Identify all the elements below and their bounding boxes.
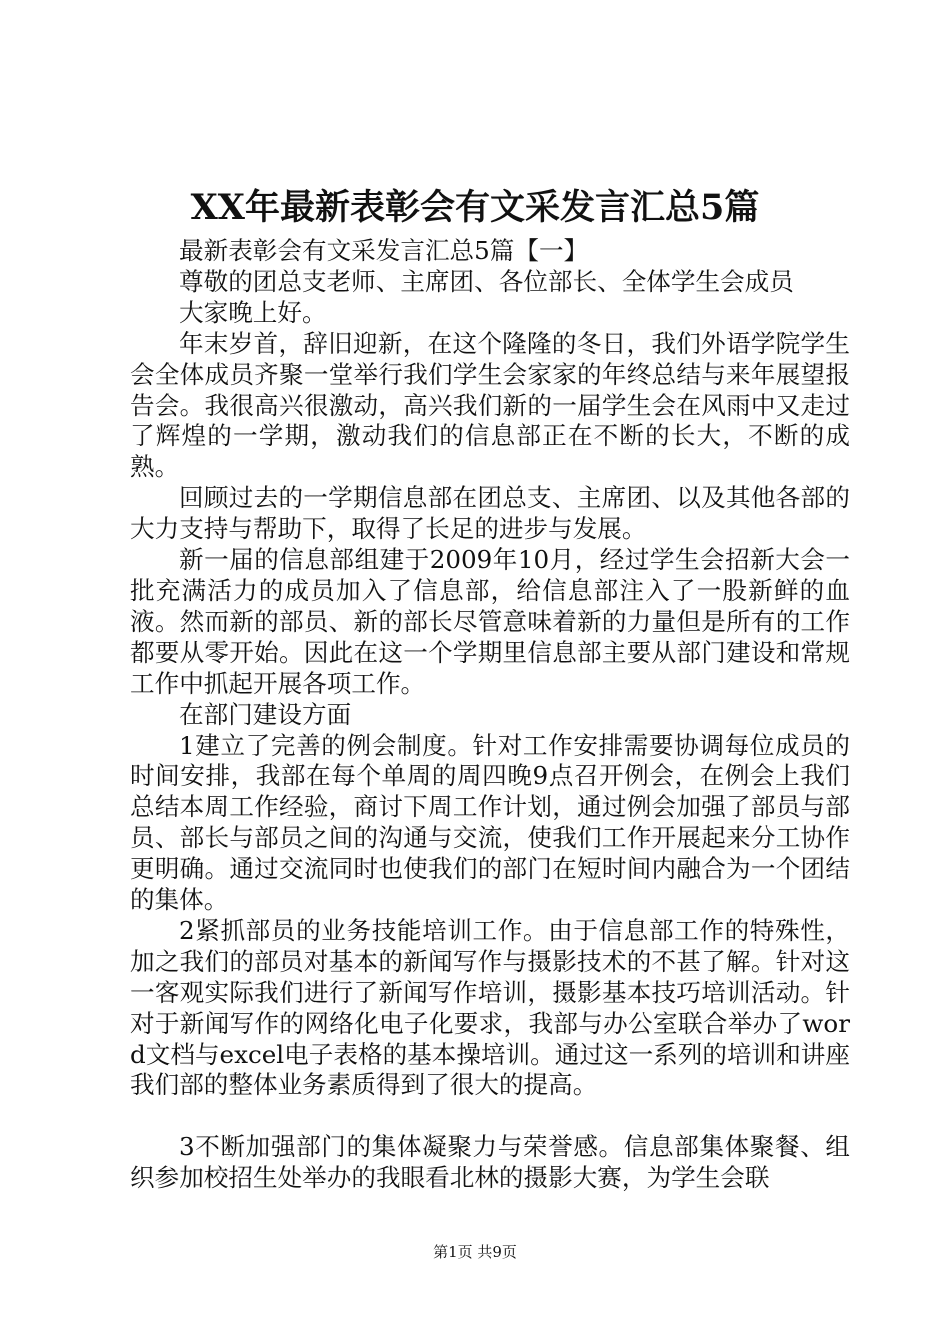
subheading: 在部门建设方面 <box>179 699 352 729</box>
body-paragraph: 3不断加强部门的集体凝聚力与荣誉感。信息部集体聚餐、组织参加校招生处举办的我眼看北林的摄影大赛，为学生会联 <box>130 1132 850 1193</box>
section-heading: 最新表彰会有文采发言汇总5篇【一】 <box>179 236 589 265</box>
salutation: 尊敬的团总支老师、主席团、各位部长、全体学生会成员 <box>179 266 794 296</box>
document-body <box>130 236 850 1194</box>
greeting: 大家晚上好。 <box>179 297 327 327</box>
document-title: XX年最新表彰会有文采发言汇总5篇 <box>190 187 760 228</box>
page-number: 第1页 共9页 <box>433 1243 517 1261</box>
body-paragraph: 年末岁首，辞旧迎新，在这个隆隆的冬日，我们外语学院学生会全体成员齐聚一堂举行我们学生会家家的年终总结与来年展望报告会。我很高兴很激动，高兴我们新的一届学生会在风雨中又走过了辉煌的一学期，激动我们的信息部正在不断的长大，不断的成熟。 <box>130 328 850 482</box>
body-paragraph: 回顾过去的一学期信息部在团总支、主席团、以及其他各部的大力支持与帮助下，取得了长足的进步与发展。 <box>130 483 850 544</box>
body-paragraph: 新一届的信息部组建于2009年10月，经过学生会招新大会一批充满活力的成员加入了信息部，给信息部注入了一股新鲜的血液。然而新的部员、新的部长尽管意味着新的力量但是所有的工作都要从零开始。因此在这一个学期里信息部主要从部门建设和常规工作中抓起开展各项工作。 <box>130 545 850 698</box>
body-paragraph: 1建立了完善的例会制度。针对工作安排需要协调每位成员的时间安排，我部在每个单周的周四晚9点召开例会，在例会上我们总结本周工作经验，商讨下周工作计划，通过例会加强了部员与部员、部长与部员之间的沟通与交流，使我们工作开展起来分工协作更明确。通过交流同时也使我们的部门在短时间内融合为一个团结的集体。 <box>130 730 850 915</box>
body-paragraph: 2紧抓部员的业务技能培训工作。由于信息部工作的特殊性，加之我们的部员对基本的新闻写作与摄影技术的不甚了解。针对这一客观实际我们进行了新闻写作培训，摄影基本技巧培训活动。针对于新闻写作的网络化电子化要求，我部与办公室联合举办了word文档与excel电子表格的基本操培训。通过这一系列的培训和讲座我们部的整体业务素质得到了很大的提高。 <box>130 915 850 1100</box>
